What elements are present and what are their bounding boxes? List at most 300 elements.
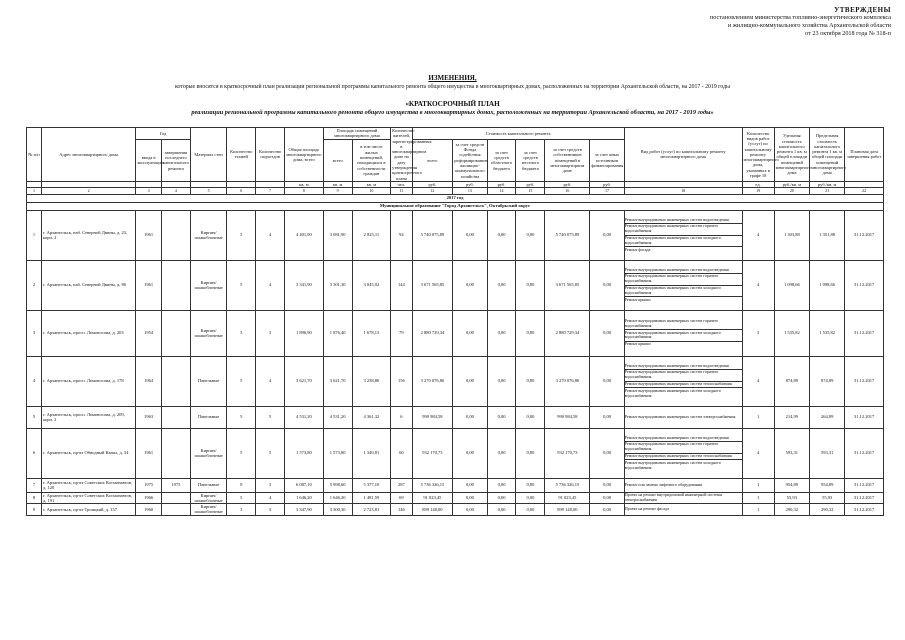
column-number: 19 — [742, 188, 774, 194]
row-address: г. Архангельск, наб. Северной Двины, д. 86 — [41, 260, 135, 310]
row-cost-fund: 0,00 — [453, 492, 487, 504]
approval-block — [591, 6, 891, 38]
row-work-count: 4 — [742, 210, 774, 260]
row-cost-fund: 0,00 — [453, 428, 487, 478]
row-year-repair — [161, 260, 190, 310]
row-area-owned: 2 825,11 — [352, 210, 391, 260]
row-floors: 5 — [227, 356, 256, 406]
row-residents: 79 — [391, 310, 412, 356]
row-area-all: 3 081,90 — [323, 210, 352, 260]
row-cost-all: 3 671 565,85 — [412, 260, 453, 310]
table-row — [27, 260, 884, 310]
row-cost-other: 0,00 — [590, 356, 624, 406]
row-residents: 144 — [391, 260, 412, 310]
row-cost-other: 0,00 — [590, 310, 624, 356]
hdr-wall: Материал стен — [190, 128, 226, 182]
row-plan-date: 31.12.2017 — [845, 260, 884, 310]
row-year-repair — [161, 492, 190, 504]
table-row — [27, 478, 884, 492]
row-total-area: 6 087,10 — [285, 478, 324, 492]
work-item: Ремонт внутридомовых инженерных систем электроснабжения — [624, 413, 736, 419]
row-works — [624, 406, 742, 428]
row-cost-other: 0,00 — [590, 406, 624, 428]
row-work-count: 1 — [742, 504, 774, 516]
unit-cell: чел. — [391, 181, 412, 187]
row-cost-all: 5 736 326,15 — [412, 478, 453, 492]
row-cost-owners: 5 740 075,89 — [545, 210, 590, 260]
row-floors: 3 — [227, 310, 256, 356]
hdr-work-type: Вид работ (услуг) по капитальному ремонту многоквартирного дома — [624, 128, 742, 182]
row-total-area: 1 573,80 — [285, 428, 324, 478]
row-plan-date: 31.12.2017 — [845, 478, 884, 492]
row-cost-owners: 3 270 076,86 — [545, 356, 590, 406]
row-entrances: 4 — [256, 210, 285, 260]
table-row — [27, 356, 884, 406]
row-year-built: 1966 — [136, 492, 162, 504]
row-number: 6 — [27, 428, 42, 478]
row-total-area: 3 347,90 — [285, 504, 324, 516]
hdr-cost-owners: за счет средств собственников помещений в многоквартирном доме — [545, 139, 590, 181]
row-plan-date: 31.12.2017 — [845, 406, 884, 428]
row-cost-local: 0,00 — [516, 504, 545, 516]
row-address: г. Архангельск, просп. Ломоносова, д. 178 — [41, 356, 135, 406]
row-entrances: 3 — [256, 504, 285, 516]
row-total-area: 4 401,90 — [285, 210, 324, 260]
row-max-cost: 954,89 — [810, 478, 845, 492]
row-max-cost: 290,32 — [810, 504, 845, 516]
row-work-count: 1 — [742, 406, 774, 428]
row-address: г. Архангельск, пр-кт Советских Космонавтов, д. 120 — [41, 478, 135, 492]
approval-line-2: и жилищно-коммунального хозяйства Архангельской области — [727, 22, 891, 30]
work-item: Проект на ремонт фасада — [624, 506, 669, 512]
row-cost-all: 899 148,00 — [412, 504, 453, 516]
column-number: 4 — [161, 188, 190, 194]
column-number: 16 — [545, 188, 590, 194]
row-works — [624, 478, 742, 492]
hdr-area-owned: в том числе жилых помещений, находящихся в собственности граждан — [352, 139, 391, 181]
row-area-owned: 1 481,59 — [352, 492, 391, 504]
row-wall: Кирпич/ шлакоблочные — [190, 210, 226, 260]
row-cost-owners: 5 736 326,15 — [545, 478, 590, 492]
column-number: 21 — [810, 188, 845, 194]
work-item: Ремонт внутридомовых инженерных систем холодного водоснабжения — [624, 459, 721, 470]
row-unit-cost: 593,31 — [774, 428, 809, 478]
row-area-all: 1 646,20 — [323, 492, 352, 504]
row-cost-fund: 0,00 — [453, 260, 487, 310]
row-area-owned: 5 377,10 — [352, 478, 391, 492]
row-cost-fund: 0,00 — [453, 356, 487, 406]
work-item: Проект на ремонт внутридомовой инженерной системы электроснабжения — [624, 492, 723, 502]
row-cost-other: 0,00 — [590, 210, 624, 260]
row-unit-cost: 55,93 — [774, 492, 809, 504]
section-row: Муниципальное образование "Город Архангельск", Октябрьский округ — [27, 202, 884, 210]
work-item: Ремонт внутридомовых инженерных систем горячего водоснабжения — [625, 442, 742, 454]
hdr-address: Адрес многоквартирного дома — [41, 128, 135, 182]
row-cost-region: 0,00 — [487, 406, 516, 428]
row-wall: Кирпич/ шлакоблочные — [190, 504, 226, 516]
unit-cell: руб. — [590, 181, 624, 187]
row-wall: Кирпич/ шлакоблочные — [190, 492, 226, 504]
row-cost-region: 0,00 — [487, 210, 516, 260]
row-residents: 287 — [391, 478, 412, 492]
table-row — [27, 428, 884, 478]
row-year-built: 1960 — [136, 504, 162, 516]
hdr-cost-other: за счет иных источников финансирования — [590, 139, 624, 181]
row-year-built: 1961 — [136, 260, 162, 310]
row-cost-owners: 2 880 729,34 — [545, 310, 590, 356]
work-item: Ремонт внутридомовых инженерных систем горячего водоснабжения — [625, 274, 742, 286]
column-number: 9 — [323, 188, 352, 194]
column-number: 20 — [774, 188, 809, 194]
row-total-area: 1 896,90 — [285, 310, 324, 356]
row-address: г. Архангельск, просп. Ломоносова, д. 203 — [41, 310, 135, 356]
row-year-repair — [161, 310, 190, 356]
row-total-area: 1 646,20 — [285, 492, 324, 504]
row-wall: Панельные — [190, 478, 226, 492]
row-cost-other: 0,00 — [590, 478, 624, 492]
work-item: Ремонт внутридомовых инженерных систем холодного водоснабжения — [625, 286, 742, 298]
table-row — [27, 492, 884, 504]
row-work-count: 4 — [742, 260, 774, 310]
row-area-owned: 4 361,32 — [352, 406, 391, 428]
column-number: 18 — [624, 188, 742, 194]
row-cost-region: 0,00 — [487, 260, 516, 310]
row-year-repair — [161, 356, 190, 406]
hdr-residents: Количество жителей, зарегистрированных в многоквартирном доме на дату утверждения краткосрочного плана — [392, 128, 432, 181]
unit-cell: руб. — [516, 181, 545, 187]
column-number: 22 — [845, 188, 884, 194]
hdr-floors: Количество этажей — [227, 128, 256, 182]
column-number: 1 — [27, 188, 42, 194]
work-item: Ремонт внутридомовых инженерных систем водоотведения — [625, 267, 742, 274]
unit-cell: руб. — [453, 181, 487, 187]
row-wall: Панельные — [190, 406, 226, 428]
row-residents: 69 — [391, 492, 412, 504]
row-year-repair — [161, 406, 190, 428]
column-number: 15 — [516, 188, 545, 194]
row-cost-local: 0,00 — [516, 260, 545, 310]
row-max-cost: 1 535,82 — [810, 310, 845, 356]
row-cost-local: 0,00 — [516, 210, 545, 260]
column-number: 8 — [285, 188, 324, 194]
column-number: 17 — [590, 188, 624, 194]
row-works — [624, 310, 742, 356]
row-area-owned: 1 678,13 — [352, 310, 391, 356]
unit-cell: кв. м — [323, 181, 352, 187]
hdr-max-cost: Предельная стоимость капитального ремонта 1 кв. м общей площади помещений многоквартирного дома — [810, 128, 845, 182]
row-works — [624, 260, 742, 310]
row-area-owned: 3 045,92 — [352, 260, 391, 310]
row-cost-local: 0,00 — [516, 428, 545, 478]
column-number: 6 — [227, 188, 256, 194]
column-number: 12 — [412, 188, 453, 194]
plan-subtitle: реализации региональной программы капитального ремонта общего имущества в многоквартирных домах, расположенных на территории Архангельской области, на 2017 - 2019 годы» — [191, 109, 714, 116]
table-row — [27, 504, 884, 516]
row-max-cost: 874,89 — [810, 356, 845, 406]
row-max-cost: 264,89 — [810, 406, 845, 428]
row-cost-other: 0,00 — [590, 428, 624, 478]
column-number: 13 — [453, 188, 487, 194]
row-cost-all: 990 984,58 — [412, 406, 453, 428]
row-number: 1 — [27, 210, 42, 260]
row-floors: 5 — [227, 260, 256, 310]
row-cost-region: 0,00 — [487, 428, 516, 478]
work-item: Ремонт внутридомовых инженерных систем водоотведения — [625, 217, 742, 224]
row-area-owned: 1 349,81 — [352, 428, 391, 478]
row-total-area: 3 341,90 — [285, 260, 324, 310]
row-cost-fund: 0,00 — [453, 478, 487, 492]
column-number: 2 — [41, 188, 135, 194]
hdr-year-repair: завершения последнего капитального ремонта — [161, 139, 190, 181]
row-plan-date: 31.12.2017 — [845, 428, 884, 478]
row-unit-cost: 1 098,66 — [774, 260, 809, 310]
row-unit-cost: 214,99 — [774, 406, 809, 428]
work-item: Ремонт внутридомовых инженерных систем горячего водоснабжения — [625, 370, 742, 382]
row-entrances: 4 — [256, 356, 285, 406]
row-address: г. Архангельск, пр-кт Троицкий, д. 157 — [41, 504, 135, 516]
row-cost-owners: 899 148,00 — [545, 504, 590, 516]
row-cost-region: 0,00 — [487, 310, 516, 356]
column-number: 7 — [256, 188, 285, 194]
row-area-owned: 3 238,86 — [352, 356, 391, 406]
row-max-cost: 1 098,66 — [810, 260, 845, 310]
work-item: Ремонт крыши — [624, 296, 651, 302]
row-cost-local: 0,00 — [516, 478, 545, 492]
row-cost-owners: 91 023,45 — [545, 492, 590, 504]
unit-cell: руб./кв. м — [810, 181, 845, 187]
hdr-cost-group: Стоимость капитального ремонта — [412, 128, 624, 140]
row-cost-owners: 990 984,58 — [545, 406, 590, 428]
row-residents: 60 — [391, 428, 412, 478]
row-work-count: 1 — [742, 492, 774, 504]
row-number: 8 — [27, 492, 42, 504]
row-plan-date: 31.12.2017 — [845, 310, 884, 356]
row-floors: 5 — [227, 492, 256, 504]
row-area-all: 1 573,80 — [323, 428, 352, 478]
row-cost-local: 0,00 — [516, 310, 545, 356]
row-number: 2 — [27, 260, 42, 310]
plan-title: «КРАТКОСРОЧНЫЙ ПЛАН — [405, 100, 500, 108]
row-cost-fund: 0,00 — [453, 504, 487, 516]
column-number: 11 — [391, 188, 412, 194]
hdr-year: Год — [136, 128, 191, 140]
row-unit-cost: 954,89 — [774, 478, 809, 492]
row-year-repair — [161, 210, 190, 260]
row-number: 9 — [27, 504, 42, 516]
hdr-work-count: Количество видов работ (услуг) по капитальному ремонту многоквартирного дома, указанных в графе 18 — [742, 128, 774, 182]
row-cost-all: 91 023,45 — [412, 492, 453, 504]
row-area-all: 3 300,30 — [323, 504, 352, 516]
row-wall: Кирпич/ шлакоблочные — [190, 310, 226, 356]
work-item: Ремонт внутридомовых инженерных систем горячего водоснабжения — [625, 319, 742, 331]
row-unit-cost: 1 535,82 — [774, 310, 809, 356]
column-number: 14 — [487, 188, 516, 194]
register-table — [26, 127, 884, 516]
hdr-cost-region: за счет средств областного бюджета — [487, 139, 516, 181]
approval-title: УТВЕРЖДЕНЫ — [834, 6, 891, 14]
row-cost-fund: 0,00 — [453, 210, 487, 260]
row-cost-fund: 0,00 — [453, 310, 487, 356]
row-work-count: 4 — [742, 428, 774, 478]
work-item: Ремонт внутридомовых инженерных систем водоотведения — [625, 435, 742, 442]
row-address: г. Архангельск, наб. Северной Двины, д. 23, корп. 2 — [41, 210, 135, 260]
hdr-entrances: Количество подъездов — [256, 128, 285, 182]
row-cost-fund: 0,00 — [453, 406, 487, 428]
unit-cell: руб. — [545, 181, 590, 187]
row-residents: 156 — [391, 356, 412, 406]
row-year-repair — [161, 428, 190, 478]
hdr-total-area: Общая площадь многоквартирного дома, всего — [285, 128, 324, 182]
row-max-cost: 593,31 — [810, 428, 845, 478]
row-entrances: 4 — [256, 492, 285, 504]
row-cost-other: 0,00 — [590, 504, 624, 516]
row-area-all: 5 998,60 — [323, 478, 352, 492]
row-wall: Кирпич/ шлакоблочные — [190, 428, 226, 478]
row-cost-all: 2 880 729,34 — [412, 310, 453, 356]
row-cost-owners: 932 170,73 — [545, 428, 590, 478]
row-works — [624, 356, 742, 406]
table-row — [27, 406, 884, 428]
column-number: 5 — [190, 188, 226, 194]
work-item: Ремонт или замена лифтового оборудования — [624, 481, 703, 487]
hdr-area-all: всего — [323, 139, 352, 181]
row-plan-date: 31.12.2017 — [845, 356, 884, 406]
row-cost-region: 0,00 — [487, 478, 516, 492]
hdr-num: № п/п — [27, 128, 42, 182]
row-cost-region: 0,00 — [487, 356, 516, 406]
hdr-plan-date: Плановая дата завершения работ — [845, 128, 884, 182]
row-area-owned: 2 723,81 — [352, 504, 391, 516]
row-unit-cost: 1 303,88 — [774, 210, 809, 260]
unit-cell: руб./кв. м — [774, 181, 809, 187]
row-number: 4 — [27, 356, 42, 406]
unit-cell: кв. м — [285, 181, 324, 187]
row-works — [624, 428, 742, 478]
row-work-count: 3 — [742, 310, 774, 356]
row-plan-date: 31.12.2017 — [845, 210, 884, 260]
row-year-repair — [161, 504, 190, 516]
row-wall: Кирпич/ шлакоблочные — [190, 260, 226, 310]
row-floors: 9 — [227, 478, 256, 492]
row-cost-region: 0,00 — [487, 492, 516, 504]
row-unit-cost: 874,89 — [774, 356, 809, 406]
row-address: г. Архангельск, пр-кт Советских Космонавтов, д. 191 — [41, 492, 135, 504]
row-number: 7 — [27, 478, 42, 492]
row-cost-all: 5 740 075,89 — [412, 210, 453, 260]
changes-subtitle: которые вносятся в краткосрочный план реализации региональной программы капитального ремонта общего имущества в многоквартирных домах, расположенных на территории Архангельской области, на 2017 - 2019 годы — [175, 84, 730, 90]
row-entrances: 5 — [256, 428, 285, 478]
row-works — [624, 492, 742, 504]
hdr-area-group: Площадь помещений многоквартирного дома — [323, 128, 390, 140]
work-item: Ремонт внутридомовых инженерных систем холодного водоснабжения — [625, 330, 742, 342]
work-item: Ремонт фасада — [624, 246, 651, 252]
hdr-year-built: ввода в эксплуатацию — [136, 139, 162, 181]
year-row: 2017 год — [27, 194, 884, 202]
row-residents: 94 — [391, 210, 412, 260]
row-work-count: 4 — [742, 356, 774, 406]
unit-cell: ед. — [742, 181, 774, 187]
row-plan-date: 31.12.2017 — [845, 492, 884, 504]
row-area-all: 3 301,30 — [323, 260, 352, 310]
row-cost-local: 0,00 — [516, 406, 545, 428]
row-cost-region: 0,00 — [487, 504, 516, 516]
table-row — [27, 310, 884, 356]
row-floors: 5 — [227, 428, 256, 478]
row-year-built: 1961 — [136, 428, 162, 478]
column-number: 10 — [352, 188, 391, 194]
work-item: Ремонт внутридомовых инженерных систем теплоснабжения — [625, 454, 742, 461]
row-unit-cost: 290,32 — [774, 504, 809, 516]
row-year-repair: 1975 — [161, 478, 190, 492]
row-year-built: 1961 — [136, 210, 162, 260]
work-item: Ремонт внутридомовых инженерных систем горячего водоснабжения — [625, 224, 742, 236]
row-year-built: 1963 — [136, 406, 162, 428]
row-entrances: 3 — [256, 478, 285, 492]
row-cost-local: 0,00 — [516, 492, 545, 504]
row-wall: Панельные — [190, 356, 226, 406]
row-area-all: 1 876,40 — [323, 310, 352, 356]
work-item: Ремонт внутридомовых инженерных систем теплоснабжения — [625, 382, 742, 389]
changes-title: ИЗМЕНЕНИЯ, — [428, 74, 477, 82]
row-floors: 5 — [227, 210, 256, 260]
row-year-built: 1964 — [136, 356, 162, 406]
row-entrances: 5 — [256, 406, 285, 428]
row-cost-other: 0,00 — [590, 492, 624, 504]
row-address: г. Архангельск, просп. Ломоносова, д. 209, корп. 2 — [41, 406, 135, 428]
approval-line-1: постановлением министерства топливно-энергетического комплекса — [709, 14, 891, 22]
row-year-built: 1954 — [136, 310, 162, 356]
work-item: Ремонт внутридомовых инженерных систем холодного водоснабжения — [625, 236, 742, 248]
row-max-cost: 55,93 — [810, 492, 845, 504]
row-total-area: 3 621,70 — [285, 356, 324, 406]
row-entrances: 3 — [256, 310, 285, 356]
unit-cell: руб. — [412, 181, 453, 187]
row-entrances: 4 — [256, 260, 285, 310]
hdr-cost-fund: за счет средств Фонда содействия реформированию жилищно-коммунального хозяйства — [453, 139, 487, 181]
work-item: Ремонт внутридомовых инженерных систем водоотведения — [625, 363, 742, 370]
row-works — [624, 210, 742, 260]
row-work-count: 1 — [742, 478, 774, 492]
row-address: г. Архангельск, пр-кт Обводный Канал, д. 54 — [41, 428, 135, 478]
row-cost-all: 932 170,73 — [412, 428, 453, 478]
row-floors: 5 — [227, 406, 256, 428]
row-cost-other: 0,00 — [590, 260, 624, 310]
row-area-all: 4 531,20 — [323, 406, 352, 428]
unit-cell: кв. м — [352, 181, 391, 187]
hdr-cost-local: за счет средств местного бюджета — [516, 139, 545, 181]
approval-line-3: от 23 октября 2018 года № 318-п — [805, 30, 891, 38]
row-number: 3 — [27, 310, 42, 356]
work-item: Ремонт крыши — [624, 341, 651, 347]
column-number: 3 — [136, 188, 162, 194]
unit-cell: руб. — [487, 181, 516, 187]
row-plan-date: 31.12.2017 — [845, 504, 884, 516]
row-max-cost: 1 351,88 — [810, 210, 845, 260]
row-cost-local: 0,00 — [516, 356, 545, 406]
row-floors: 3 — [227, 504, 256, 516]
row-residents: 6 — [391, 406, 412, 428]
row-cost-all: 3 270 076,86 — [412, 356, 453, 406]
row-number: 5 — [27, 406, 42, 428]
row-area-all: 3 621,70 — [323, 356, 352, 406]
row-residents: 146 — [391, 504, 412, 516]
row-works — [624, 504, 742, 516]
row-cost-owners: 3 671 565,85 — [545, 260, 590, 310]
work-item: Ремонт внутридомовых инженерных систем холодного водоснабжения — [624, 387, 721, 398]
row-total-area: 4 531,20 — [285, 406, 324, 428]
hdr-cost-all: всего — [412, 139, 453, 181]
table-row — [27, 210, 884, 260]
